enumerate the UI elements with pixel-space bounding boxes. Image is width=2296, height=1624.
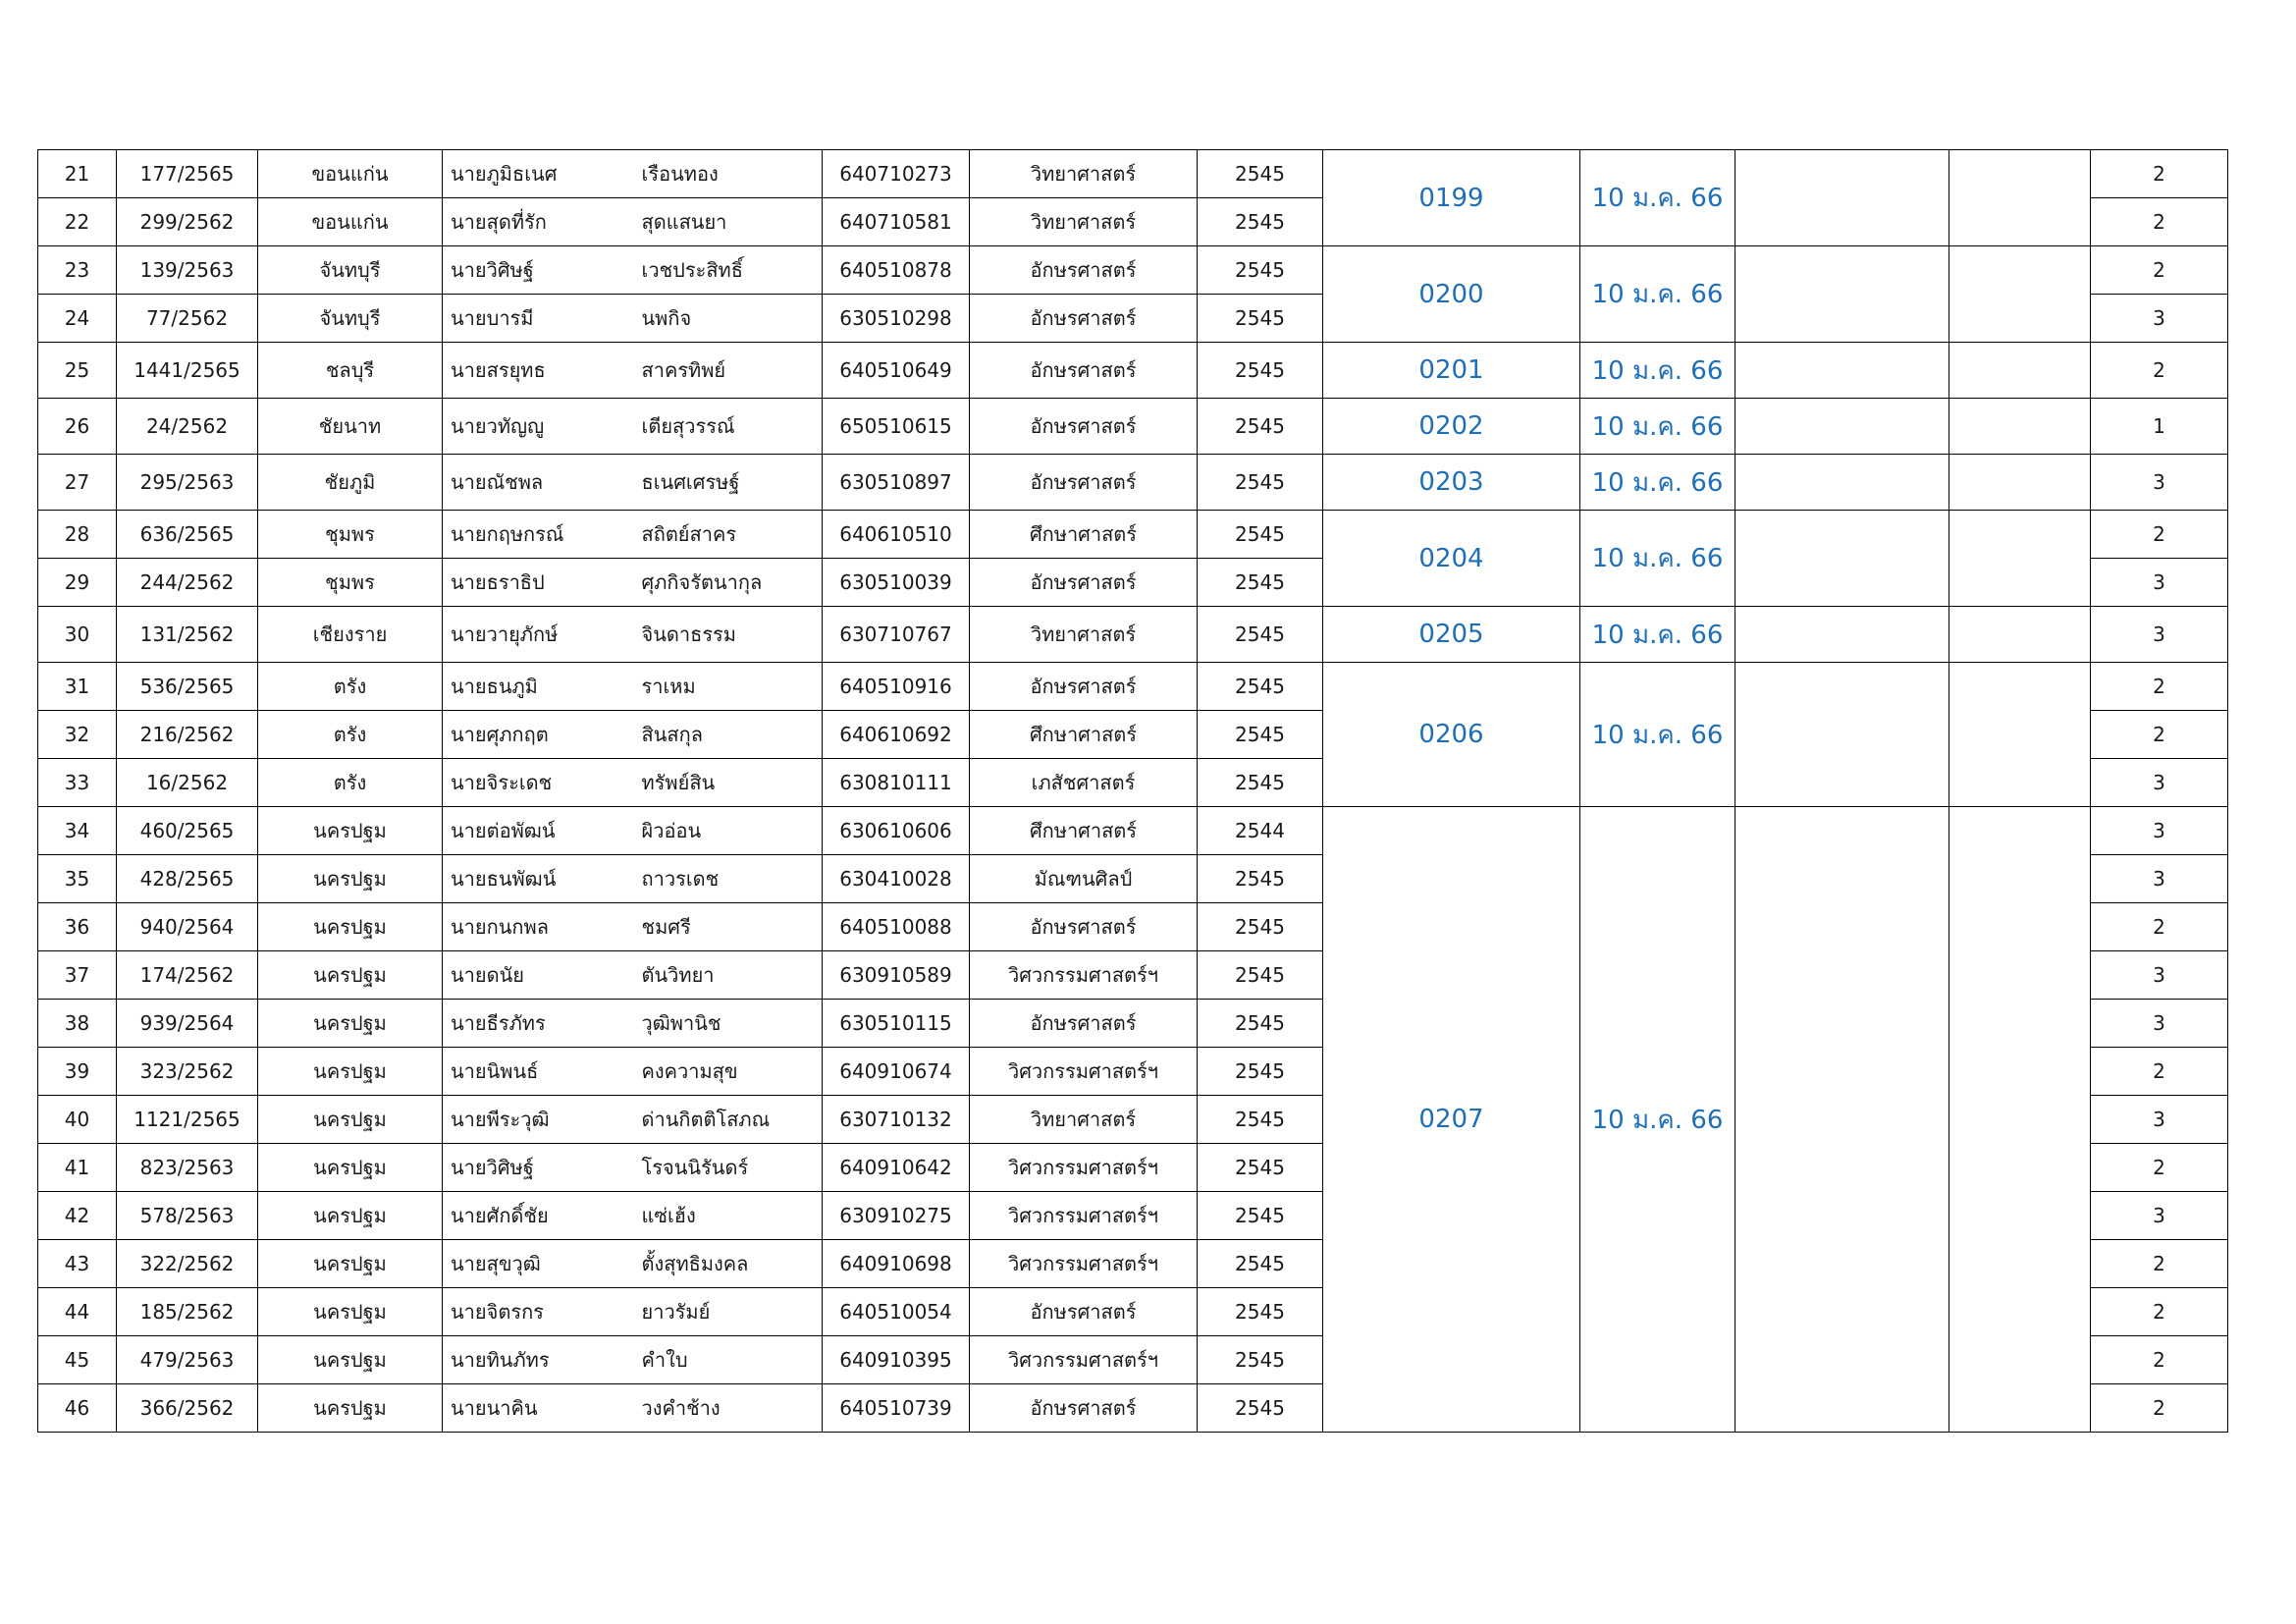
student-id: 640610692 — [823, 711, 970, 759]
count: 3 — [2091, 455, 2228, 511]
student-id: 630610606 — [823, 807, 970, 855]
blank-cell — [1949, 455, 2091, 511]
student-id: 640710581 — [823, 198, 970, 246]
group-date: 10 ม.ค. 66 — [1580, 343, 1735, 399]
ref-number: 940/2564 — [117, 903, 258, 951]
first-name: นายกฤษกรณ์ — [443, 511, 634, 559]
blank-cell — [1949, 150, 2091, 246]
province: นครปฐม — [258, 951, 443, 1000]
birth-year: 2545 — [1198, 607, 1323, 663]
birth-year: 2545 — [1198, 1000, 1323, 1048]
ref-number: 131/2562 — [117, 607, 258, 663]
row-number: 21 — [38, 150, 117, 198]
count: 2 — [2091, 1240, 2228, 1288]
student-id: 630510897 — [823, 455, 970, 511]
province: นครปฐม — [258, 1288, 443, 1336]
faculty: อักษรศาสตร์ — [970, 295, 1198, 343]
ref-number: 1441/2565 — [117, 343, 258, 399]
first-name: นายภูมิธเนศ — [443, 150, 634, 198]
row-number: 26 — [38, 399, 117, 455]
province: ตรัง — [258, 663, 443, 711]
province: นครปฐม — [258, 1096, 443, 1144]
count: 2 — [2091, 1288, 2228, 1336]
blank-cell — [1735, 511, 1949, 607]
row-number: 25 — [38, 343, 117, 399]
row-number: 23 — [38, 246, 117, 295]
last-name: สาครทิพย์ — [634, 343, 823, 399]
student-id: 650510615 — [823, 399, 970, 455]
ref-number: 536/2565 — [117, 663, 258, 711]
birth-year: 2545 — [1198, 559, 1323, 607]
student-id: 640910395 — [823, 1336, 970, 1384]
count: 3 — [2091, 1192, 2228, 1240]
table-row — [38, 511, 2228, 559]
table-row — [38, 663, 2228, 711]
table-row — [38, 343, 2228, 399]
count: 3 — [2091, 1096, 2228, 1144]
first-name: นายณัชพล — [443, 455, 634, 511]
last-name: ศุภกิจรัตนากุล — [634, 559, 823, 607]
first-name: นายจิระเดช — [443, 759, 634, 807]
ref-number: 578/2563 — [117, 1192, 258, 1240]
first-name: นายนิพนธ์ — [443, 1048, 634, 1096]
province: นครปฐม — [258, 903, 443, 951]
row-number: 29 — [38, 559, 117, 607]
last-name: สุดแสนยา — [634, 198, 823, 246]
ref-number: 77/2562 — [117, 295, 258, 343]
student-id: 630710767 — [823, 607, 970, 663]
student-id: 630410028 — [823, 855, 970, 903]
row-number: 27 — [38, 455, 117, 511]
student-id: 630510039 — [823, 559, 970, 607]
blank-cell — [1949, 607, 2091, 663]
last-name: ธเนศเศรษฐ์ — [634, 455, 823, 511]
row-number: 37 — [38, 951, 117, 1000]
last-name: คงความสุข — [634, 1048, 823, 1096]
group-date: 10 ม.ค. 66 — [1580, 399, 1735, 455]
blank-cell — [1735, 343, 1949, 399]
faculty: เภสัชศาสตร์ — [970, 759, 1198, 807]
province: จันทบุรี — [258, 295, 443, 343]
birth-year: 2545 — [1198, 759, 1323, 807]
group-code: 0205 — [1323, 607, 1580, 663]
row-number: 34 — [38, 807, 117, 855]
first-name: นายสุดที่รัก — [443, 198, 634, 246]
birth-year: 2545 — [1198, 1288, 1323, 1336]
ref-number: 139/2563 — [117, 246, 258, 295]
province: นครปฐม — [258, 1384, 443, 1433]
count: 3 — [2091, 295, 2228, 343]
faculty: อักษรศาสตร์ — [970, 1288, 1198, 1336]
birth-year: 2545 — [1198, 295, 1323, 343]
count: 2 — [2091, 1336, 2228, 1384]
last-name: เตียสุวรรณ์ — [634, 399, 823, 455]
count: 3 — [2091, 855, 2228, 903]
faculty: อักษรศาสตร์ — [970, 455, 1198, 511]
birth-year: 2545 — [1198, 1048, 1323, 1096]
last-name: ราเหม — [634, 663, 823, 711]
student-id: 640510878 — [823, 246, 970, 295]
last-name: เรือนทอง — [634, 150, 823, 198]
count: 2 — [2091, 1384, 2228, 1433]
table-row — [38, 150, 2228, 198]
province: ชัยภูมิ — [258, 455, 443, 511]
count: 3 — [2091, 607, 2228, 663]
province: ชัยนาท — [258, 399, 443, 455]
group-code: 0207 — [1323, 807, 1580, 1433]
count: 2 — [2091, 343, 2228, 399]
first-name: นายนาคิน — [443, 1384, 634, 1433]
faculty: อักษรศาสตร์ — [970, 399, 1198, 455]
first-name: นายพีระวุฒิ — [443, 1096, 634, 1144]
faculty: วิทยาศาสตร์ — [970, 150, 1198, 198]
student-id: 640910698 — [823, 1240, 970, 1288]
last-name: วงคำช้าง — [634, 1384, 823, 1433]
birth-year: 2544 — [1198, 807, 1323, 855]
province: ขอนแก่น — [258, 198, 443, 246]
birth-year: 2545 — [1198, 711, 1323, 759]
last-name: แซ่เฮ้ง — [634, 1192, 823, 1240]
faculty: ศึกษาศาสตร์ — [970, 807, 1198, 855]
ref-number: 322/2562 — [117, 1240, 258, 1288]
birth-year: 2545 — [1198, 1336, 1323, 1384]
ref-number: 823/2563 — [117, 1144, 258, 1192]
last-name: นพกิจ — [634, 295, 823, 343]
blank-cell — [1735, 150, 1949, 246]
birth-year: 2545 — [1198, 150, 1323, 198]
faculty: อักษรศาสตร์ — [970, 903, 1198, 951]
ref-number: 299/2562 — [117, 198, 258, 246]
blank-cell — [1735, 663, 1949, 807]
row-number: 45 — [38, 1336, 117, 1384]
ref-number: 428/2565 — [117, 855, 258, 903]
group-code: 0204 — [1323, 511, 1580, 607]
birth-year: 2545 — [1198, 903, 1323, 951]
faculty: วิทยาศาสตร์ — [970, 607, 1198, 663]
group-code: 0203 — [1323, 455, 1580, 511]
birth-year: 2545 — [1198, 343, 1323, 399]
first-name: นายวิศิษฐ์ — [443, 1144, 634, 1192]
row-number: 41 — [38, 1144, 117, 1192]
count: 3 — [2091, 807, 2228, 855]
province: นครปฐม — [258, 1192, 443, 1240]
student-id: 630510115 — [823, 1000, 970, 1048]
group-date: 10 ม.ค. 66 — [1580, 607, 1735, 663]
count: 3 — [2091, 951, 2228, 1000]
birth-year: 2545 — [1198, 1096, 1323, 1144]
row-number: 36 — [38, 903, 117, 951]
student-id: 630710132 — [823, 1096, 970, 1144]
group-date: 10 ม.ค. 66 — [1580, 807, 1735, 1433]
count: 2 — [2091, 150, 2228, 198]
province: เชียงราย — [258, 607, 443, 663]
blank-cell — [1735, 807, 1949, 1433]
first-name: นายบารมี — [443, 295, 634, 343]
faculty: วิศวกรรมศาสตร์ฯ — [970, 1240, 1198, 1288]
row-number: 33 — [38, 759, 117, 807]
birth-year: 2545 — [1198, 1144, 1323, 1192]
last-name: โรจนนิรันดร์ — [634, 1144, 823, 1192]
student-id: 640510916 — [823, 663, 970, 711]
last-name: คำใบ — [634, 1336, 823, 1384]
group-code: 0201 — [1323, 343, 1580, 399]
student-id: 630510298 — [823, 295, 970, 343]
first-name: นายศุภกฤต — [443, 711, 634, 759]
group-code: 0199 — [1323, 150, 1580, 246]
last-name: สถิตย์สาคร — [634, 511, 823, 559]
group-code: 0202 — [1323, 399, 1580, 455]
birth-year: 2545 — [1198, 399, 1323, 455]
faculty: วิศวกรรมศาสตร์ฯ — [970, 1144, 1198, 1192]
row-number: 24 — [38, 295, 117, 343]
row-number: 31 — [38, 663, 117, 711]
blank-cell — [1949, 246, 2091, 343]
faculty: วิศวกรรมศาสตร์ฯ — [970, 951, 1198, 1000]
table-row — [38, 607, 2228, 663]
province: นครปฐม — [258, 807, 443, 855]
faculty: วิศวกรรมศาสตร์ฯ — [970, 1048, 1198, 1096]
faculty: วิทยาศาสตร์ — [970, 1096, 1198, 1144]
ref-number: 1121/2565 — [117, 1096, 258, 1144]
faculty: อักษรศาสตร์ — [970, 1000, 1198, 1048]
first-name: นายศักดิ์ชัย — [443, 1192, 634, 1240]
first-name: นายวิศิษฐ์ — [443, 246, 634, 295]
first-name: นายวายุภักษ์ — [443, 607, 634, 663]
group-date: 10 ม.ค. 66 — [1580, 246, 1735, 343]
first-name: นายธนภูมิ — [443, 663, 634, 711]
blank-cell — [1735, 246, 1949, 343]
blank-cell — [1949, 807, 2091, 1433]
count: 2 — [2091, 663, 2228, 711]
ref-number: 460/2565 — [117, 807, 258, 855]
birth-year: 2545 — [1198, 855, 1323, 903]
first-name: นายต่อพัฒน์ — [443, 807, 634, 855]
ref-number: 16/2562 — [117, 759, 258, 807]
group-date: 10 ม.ค. 66 — [1580, 663, 1735, 807]
province: นครปฐม — [258, 1336, 443, 1384]
ref-number: 939/2564 — [117, 1000, 258, 1048]
province: นครปฐม — [258, 1240, 443, 1288]
province: นครปฐม — [258, 1000, 443, 1048]
row-number: 46 — [38, 1384, 117, 1433]
ref-number: 244/2562 — [117, 559, 258, 607]
count: 2 — [2091, 1048, 2228, 1096]
last-name: สินสกุล — [634, 711, 823, 759]
faculty: ศึกษาศาสตร์ — [970, 511, 1198, 559]
ref-number: 185/2562 — [117, 1288, 258, 1336]
first-name: นายดนัย — [443, 951, 634, 1000]
registration-table — [37, 149, 2228, 1433]
faculty: อักษรศาสตร์ — [970, 1384, 1198, 1433]
count: 2 — [2091, 903, 2228, 951]
row-number: 44 — [38, 1288, 117, 1336]
first-name: นายกนกพล — [443, 903, 634, 951]
faculty: ศึกษาศาสตร์ — [970, 711, 1198, 759]
first-name: นายธราธิป — [443, 559, 634, 607]
first-name: นายธนพัฒน์ — [443, 855, 634, 903]
last-name: วุฒิพานิช — [634, 1000, 823, 1048]
faculty: อักษรศาสตร์ — [970, 343, 1198, 399]
birth-year: 2545 — [1198, 455, 1323, 511]
table-row — [38, 399, 2228, 455]
student-id: 640510088 — [823, 903, 970, 951]
ref-number: 24/2562 — [117, 399, 258, 455]
table-row — [38, 807, 2228, 855]
row-number: 22 — [38, 198, 117, 246]
ref-number: 216/2562 — [117, 711, 258, 759]
row-number: 38 — [38, 1000, 117, 1048]
blank-cell — [1949, 511, 2091, 607]
count: 3 — [2091, 559, 2228, 607]
row-number: 35 — [38, 855, 117, 903]
faculty: มัณฑนศิลป์ — [970, 855, 1198, 903]
blank-cell — [1735, 455, 1949, 511]
count: 2 — [2091, 511, 2228, 559]
group-date: 10 ม.ค. 66 — [1580, 511, 1735, 607]
province: นครปฐม — [258, 1144, 443, 1192]
first-name: นายวทัญญู — [443, 399, 634, 455]
count: 1 — [2091, 399, 2228, 455]
blank-cell — [1735, 399, 1949, 455]
province: นครปฐม — [258, 855, 443, 903]
row-number: 40 — [38, 1096, 117, 1144]
ref-number: 636/2565 — [117, 511, 258, 559]
blank-cell — [1735, 607, 1949, 663]
count: 2 — [2091, 246, 2228, 295]
count: 3 — [2091, 759, 2228, 807]
faculty: อักษรศาสตร์ — [970, 559, 1198, 607]
student-id: 640510739 — [823, 1384, 970, 1433]
student-id: 630810111 — [823, 759, 970, 807]
province: ตรัง — [258, 711, 443, 759]
group-date: 10 ม.ค. 66 — [1580, 150, 1735, 246]
row-number: 32 — [38, 711, 117, 759]
birth-year: 2545 — [1198, 198, 1323, 246]
first-name: นายจิตรกร — [443, 1288, 634, 1336]
student-id: 640710273 — [823, 150, 970, 198]
birth-year: 2545 — [1198, 951, 1323, 1000]
faculty: วิศวกรรมศาสตร์ฯ — [970, 1336, 1198, 1384]
blank-cell — [1949, 343, 2091, 399]
count: 3 — [2091, 1000, 2228, 1048]
birth-year: 2545 — [1198, 663, 1323, 711]
birth-year: 2545 — [1198, 511, 1323, 559]
last-name: ตั้งสุทธิมงคล — [634, 1240, 823, 1288]
row-number: 28 — [38, 511, 117, 559]
province: นครปฐม — [258, 1048, 443, 1096]
faculty: วิศวกรรมศาสตร์ฯ — [970, 1192, 1198, 1240]
province: ชลบุรี — [258, 343, 443, 399]
province: จันทบุรี — [258, 246, 443, 295]
birth-year: 2545 — [1198, 1192, 1323, 1240]
ref-number: 479/2563 — [117, 1336, 258, 1384]
birth-year: 2545 — [1198, 1240, 1323, 1288]
student-id: 640910642 — [823, 1144, 970, 1192]
birth-year: 2545 — [1198, 1384, 1323, 1433]
first-name: นายธีรภัทร — [443, 1000, 634, 1048]
last-name: ตันวิทยา — [634, 951, 823, 1000]
ref-number: 174/2562 — [117, 951, 258, 1000]
ref-number: 366/2562 — [117, 1384, 258, 1433]
student-id: 640510649 — [823, 343, 970, 399]
first-name: นายสรยุทธ — [443, 343, 634, 399]
count: 2 — [2091, 198, 2228, 246]
first-name: นายสุขวุฒิ — [443, 1240, 634, 1288]
blank-cell — [1949, 663, 2091, 807]
last-name: ด่านกิตติโสภณ — [634, 1096, 823, 1144]
last-name: ชมศรี — [634, 903, 823, 951]
group-code: 0206 — [1323, 663, 1580, 807]
faculty: วิทยาศาสตร์ — [970, 198, 1198, 246]
student-id: 630910589 — [823, 951, 970, 1000]
student-id: 640910674 — [823, 1048, 970, 1096]
row-number: 42 — [38, 1192, 117, 1240]
faculty: อักษรศาสตร์ — [970, 663, 1198, 711]
first-name: นายทินภัทร — [443, 1336, 634, 1384]
province: ชุมพร — [258, 511, 443, 559]
faculty: อักษรศาสตร์ — [970, 246, 1198, 295]
province: ชุมพร — [258, 559, 443, 607]
last-name: ผิวอ่อน — [634, 807, 823, 855]
birth-year: 2545 — [1198, 246, 1323, 295]
row-number: 30 — [38, 607, 117, 663]
count: 2 — [2091, 1144, 2228, 1192]
last-name: ยาวรัมย์ — [634, 1288, 823, 1336]
table-row — [38, 246, 2228, 295]
student-id: 630910275 — [823, 1192, 970, 1240]
row-number: 39 — [38, 1048, 117, 1096]
ref-number: 177/2565 — [117, 150, 258, 198]
student-id: 640510054 — [823, 1288, 970, 1336]
province: ตรัง — [258, 759, 443, 807]
last-name: จินดาธรรม — [634, 607, 823, 663]
blank-cell — [1949, 399, 2091, 455]
province: ขอนแก่น — [258, 150, 443, 198]
last-name: ถาวรเดช — [634, 855, 823, 903]
row-number: 43 — [38, 1240, 117, 1288]
table-row — [38, 455, 2228, 511]
last-name: เวชประสิทธิ์ — [634, 246, 823, 295]
group-date: 10 ม.ค. 66 — [1580, 455, 1735, 511]
last-name: ทรัพย์สิน — [634, 759, 823, 807]
ref-number: 323/2562 — [117, 1048, 258, 1096]
student-id: 640610510 — [823, 511, 970, 559]
count: 2 — [2091, 711, 2228, 759]
group-code: 0200 — [1323, 246, 1580, 343]
ref-number: 295/2563 — [117, 455, 258, 511]
